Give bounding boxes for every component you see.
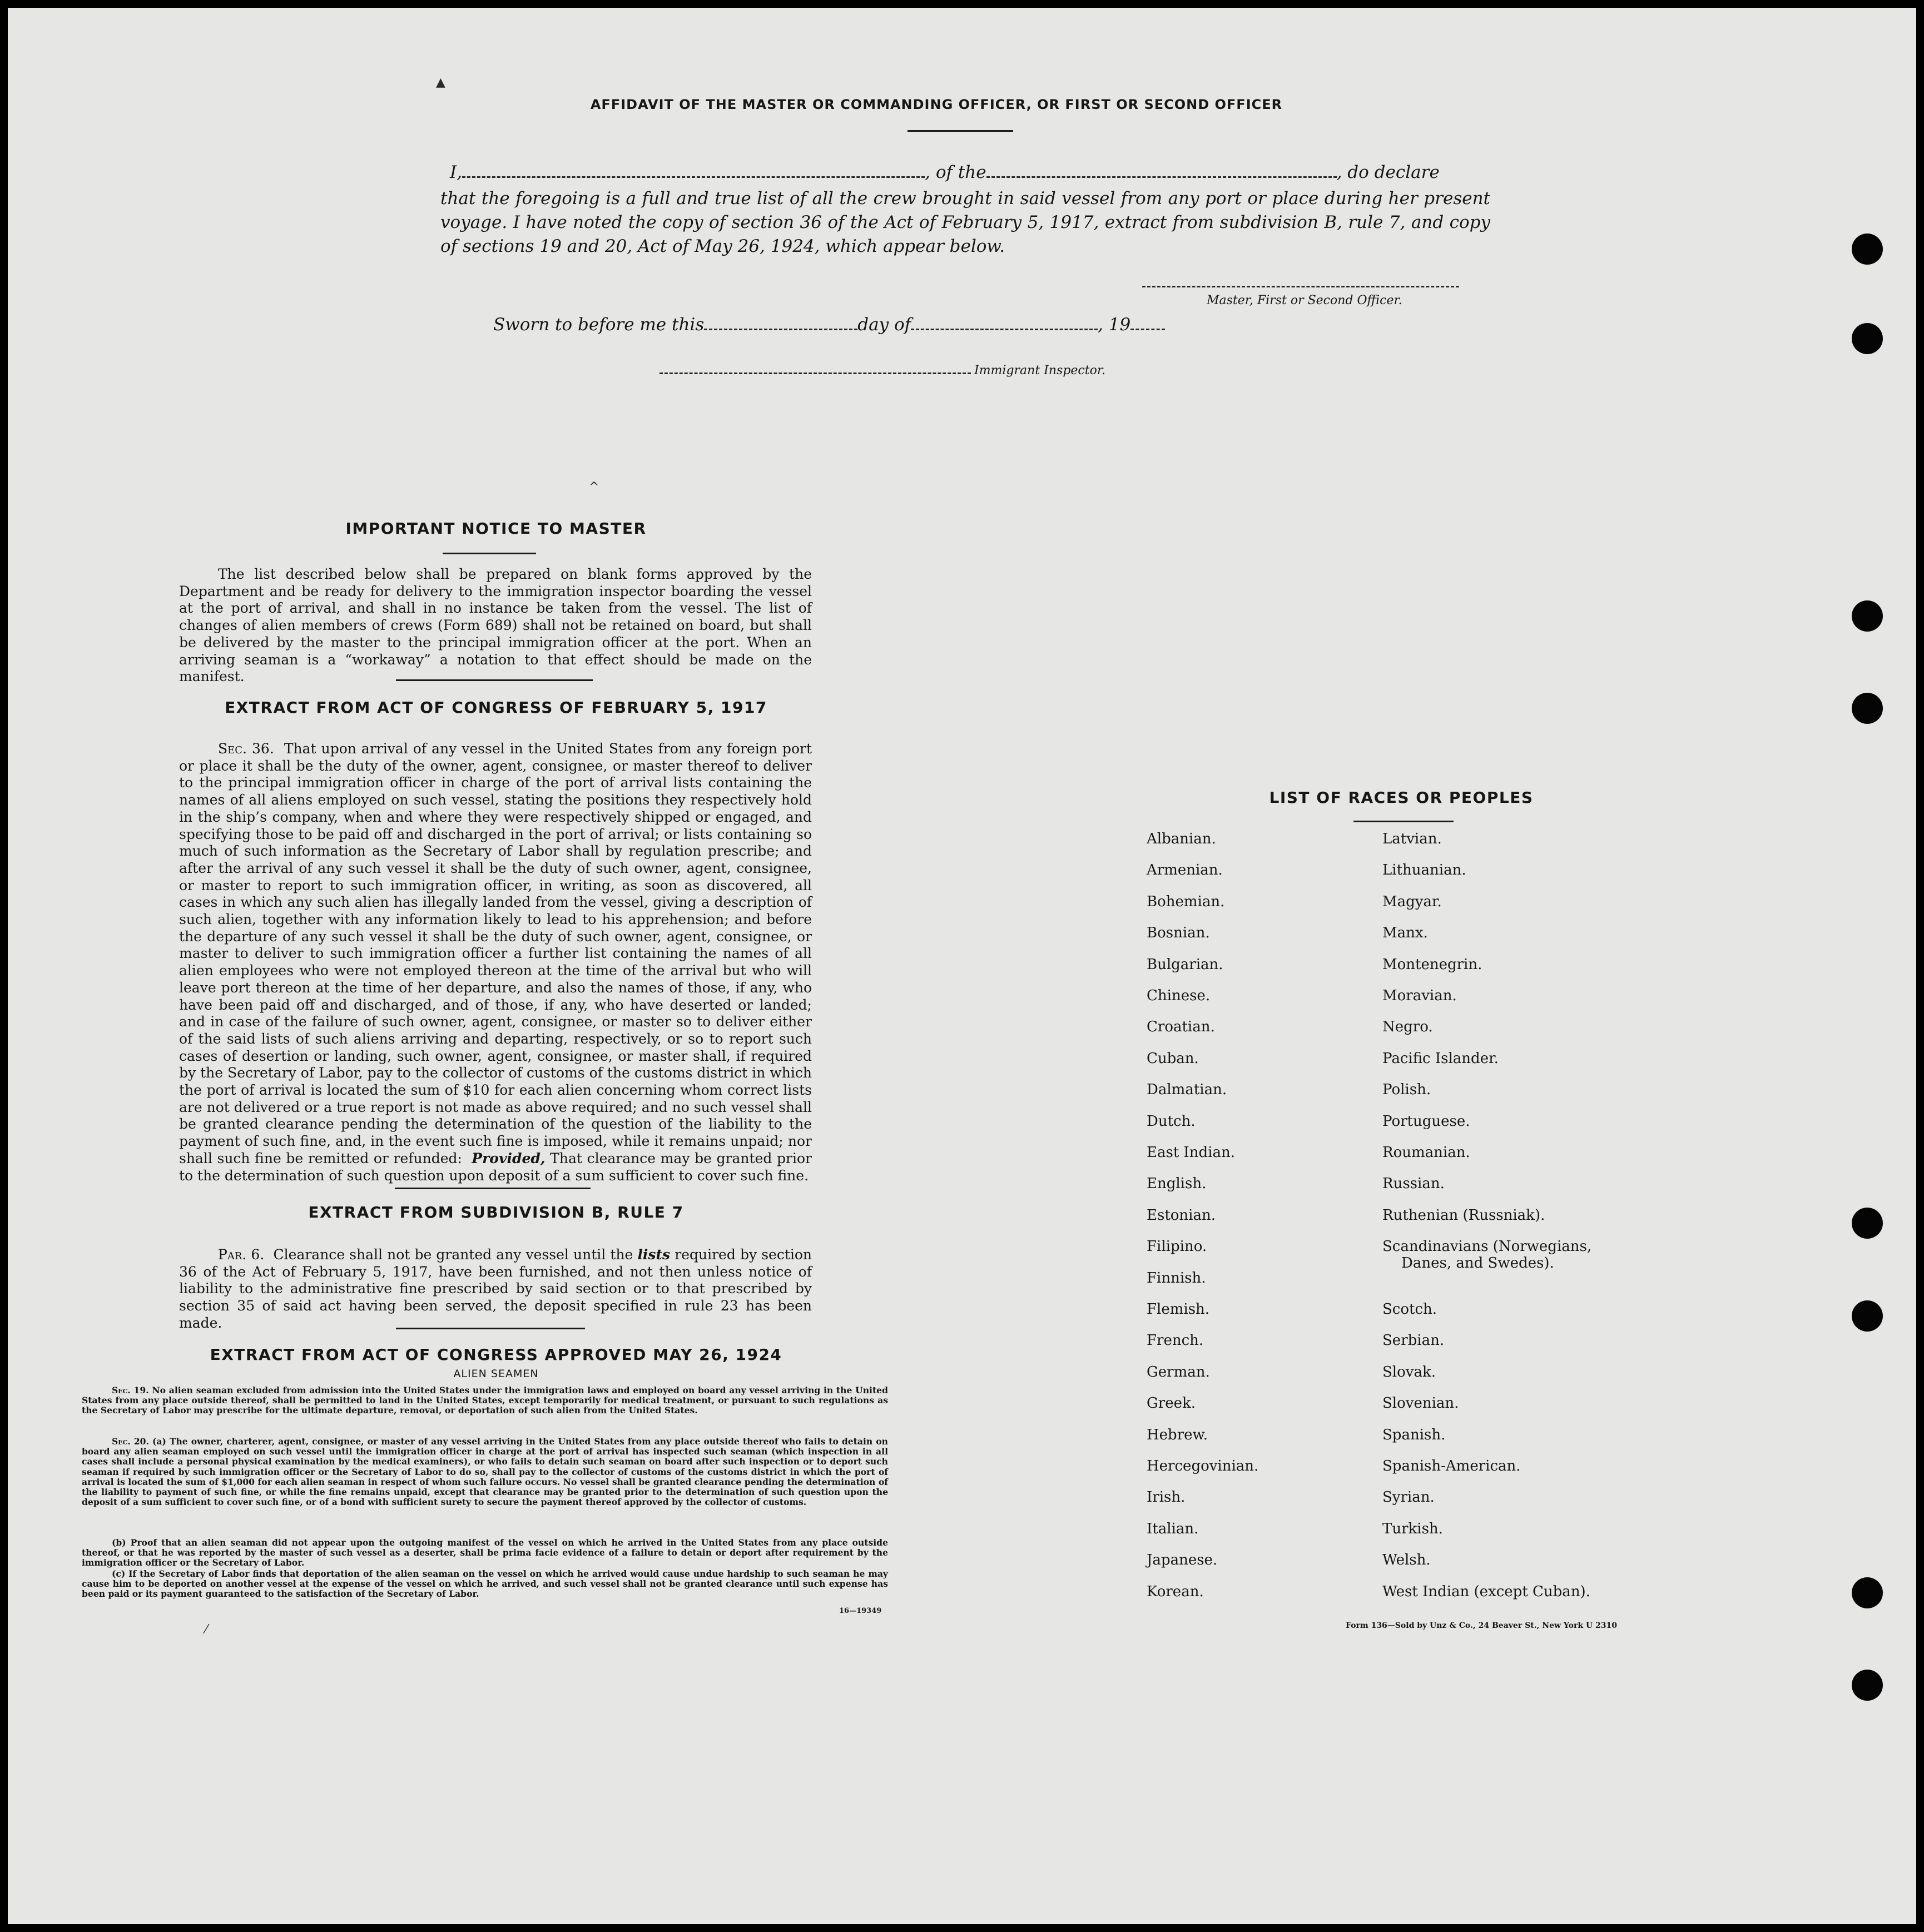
master-signature-caption: Master, First or Second Officer. [1207, 294, 1402, 307]
sec-20a-body [82, 1437, 888, 1507]
inspector-signature-line[interactable] [659, 373, 971, 374]
race-item: Croatian. [1147, 1019, 1215, 1036]
race-item: Moravian. [1382, 987, 1457, 1004]
race-item: Montenegrin. [1382, 956, 1482, 973]
punch-hole [1852, 693, 1883, 724]
sworn-line [493, 315, 1165, 335]
notice-title: IMPORTANT NOTICE TO MASTER [345, 519, 647, 538]
do-declare-label: , do declare [1336, 162, 1440, 182]
race-item: Bosnian. [1147, 925, 1210, 942]
sec-36-proviso: That clearance may be granted prior to the determination of such question upon deposit of a sum sufficient to cover such fine. [179, 1150, 812, 1184]
race-item: Finnish. [1147, 1269, 1206, 1287]
punch-hole [1852, 1577, 1883, 1608]
race-item: Bulgarian. [1147, 956, 1223, 973]
race-item: Japanese. [1147, 1552, 1218, 1569]
race-item: German. [1147, 1363, 1210, 1380]
race-item: Albanian. [1147, 831, 1216, 847]
race-item: Flemish. [1147, 1301, 1210, 1318]
race-item: Polish. [1382, 1081, 1431, 1099]
sec-20b-text: (b) Proof that an alien seaman did not appear upon the outgoing manifest of the vessel on which he arrived in the United States from any place outside thereof, or that he was reported by the master of such vessel as a deserter, shall be prima facie evidence of a failure to detain or deport after requirement by the immigration officer or the Secretary of Labor. [82, 1537, 888, 1568]
sworn-label: Sworn to before me this [493, 315, 705, 335]
punch-hole [1852, 323, 1883, 354]
race-item: Estonian. [1147, 1206, 1216, 1224]
race-item: Slovak. [1382, 1363, 1436, 1380]
race-item: English. [1147, 1175, 1207, 1193]
race-item: Magyar. [1382, 893, 1442, 910]
notice-text: The list described below shall be prepared on blank forms approved by the Department and be ready for delivery to the immigration inspector boarding the vessel at the port of arrival, and shall in no instance be taken from the vessel. The list of changes of alien members of crews (Form 689) shall not be retained on board, but shall be delivered by the master to the principal immigration officer at the port. When an arriving seaman is a “workaway” a notation to that effect should be made on the manifest. [179, 566, 812, 685]
race-item: French. [1147, 1332, 1204, 1349]
race-item: Roumanian. [1382, 1144, 1470, 1161]
race-item: Welsh. [1382, 1552, 1431, 1569]
day-field[interactable] [704, 315, 857, 330]
rule-7-title: EXTRACT FROM SUBDIVISION B, RULE 7 [308, 1203, 684, 1221]
race-item: Manx. [1382, 925, 1428, 942]
race-item: Spanish-American. [1382, 1458, 1521, 1474]
race-item: West Indian (except Cuban). [1382, 1583, 1590, 1600]
title-rule [908, 130, 1013, 132]
sec-20-label: Sec. 20. [112, 1436, 149, 1447]
name-field[interactable] [462, 163, 925, 178]
race-item: Negro. [1382, 1019, 1433, 1036]
race-item: Hercegovinian. [1147, 1458, 1259, 1474]
extract-1917-title: EXTRACT FROM ACT OF CONGRESS OF FEBRUARY 5, 1917 [225, 698, 767, 717]
sec-20c-body [82, 1569, 888, 1600]
form-sheet [8, 8, 1916, 1924]
notice-body [179, 566, 812, 686]
sec-36-label: Sec. 36. [218, 741, 274, 757]
lists-text: lists [637, 1246, 671, 1263]
race-item: Korean. [1147, 1583, 1204, 1600]
master-signature-line[interactable] [1142, 286, 1459, 287]
year-label: , 19 [1098, 315, 1131, 335]
race-item: Pacific Islander. [1382, 1050, 1499, 1067]
year-field[interactable] [1130, 315, 1165, 330]
punch-hole [1852, 600, 1883, 632]
punch-hole [1852, 1300, 1883, 1332]
extract-1924-title: EXTRACT FROM ACT OF CONGRESS APPROVED MAY 26, 1924 [210, 1345, 782, 1364]
par-6-text-b: required by section 36 of the Act of February 5, 1917, have been furnished, and not then unless notice of liability to the administrative fine prescribed by said section or to that prescribed by section 35 of said act having been served, the deposit specified in rule 23 has been made. [179, 1246, 812, 1331]
day-of-label: day of [857, 315, 911, 335]
month-field[interactable] [911, 315, 1098, 330]
sec-20c-text: (c) If the Secretary of Labor finds that deportation of the alien seaman on the vessel on which he arrived would cause undue hardship to such seaman he may cause him to be deported on another vessel at the expense of the vessel on which he arrived, and such vessel shall not be granted clearance until such expense has been paid or its payment guaranteed to the satisfaction of the Secretary of Labor. [82, 1568, 888, 1600]
notice-rule [443, 553, 536, 554]
race-item: Dutch. [1147, 1112, 1196, 1130]
sec-19-text: No alien seaman excluded from admission into the United States under the immigration laws and employed on board any vessel arriving in the United States from any place outside thereof, shall be permitted to land in the United States, except temporarily for medical treatment, or pursuant to such regulations as the Secretary of Labor may prescribe for the ultimate departure, removal, or deportation of such alien from the United States. [82, 1385, 888, 1416]
vessel-field[interactable] [986, 163, 1337, 178]
race-item: Ruthenian (Russniak). [1382, 1206, 1545, 1224]
race-item: Syrian. [1382, 1489, 1435, 1506]
of-the-label: , of the [925, 162, 986, 182]
sec-36-body [179, 741, 812, 1184]
race-item: Hebrew. [1147, 1426, 1208, 1443]
declaration-body: that the foregoing is a full and true list of all the crew brought in said vessel from any port or place during her present voyage. I have noted the copy of section 36 of the Act of February 5, 1917, extract from subdivision B, rule 7, and copy of sections 19 and 20, Act of May 26, 1924, which appear below. [440, 188, 1490, 256]
race-item: Irish. [1147, 1489, 1186, 1506]
section-divider [395, 1188, 591, 1189]
punch-hole [1852, 234, 1883, 265]
race-item: Russian. [1382, 1175, 1445, 1193]
race-item: Italian. [1147, 1520, 1199, 1537]
print-code: 16—19349 [839, 1607, 882, 1615]
races-rule [1353, 821, 1454, 822]
stray-mark: ⁄ [205, 1623, 207, 1637]
race-item: Turkish. [1382, 1520, 1443, 1537]
sec-36-text: That upon arrival of any vessel in the United States from any foreign port or place it shall be the duty of the owner, agent, consignee, or master thereof to deliver to the principal immigration officer in charge of the port of arrival lists containing the names of all aliens employed on such vessel, stating the positions they respectively hold in the ship’s company, when and where they were respectively shipped or engaged, and specifying those to be paid off and discharged in the port of arrival; or lists containing so much of such information as the Secretary of Labor shall by regulation prescribe; and after the arrival of any such vessel it shall be the duty of such owner, agent, consignee, or master to report to such immigration officer, in writing, as soon as discovered, all cases in which any such alien has illegally landed from the vessel, giving a description of such alien, together with any information likely to lead to his apprehension; and before the departure of any such vessel it shall be the duty of such owner, agent, consignee, or master to deliver to such immigration officer a further list containing the names of all alien employees who were not employed thereon at the time of the arrival but who will leave port thereon at the time of her departure, and also the names of those, if any, who have been paid off and discharged, and of those, if any, who have deserted or landed; and in case of the failure of such owner, agent, consignee, or master so to deliver either of the said lists of such aliens arriving and departing, respectively, or so to report such cases of desertion or landing, such owner, agent, consignee, or master shall, if required by the Secretary of Labor, pay to the collector of customs of the customs district in which the port of arrival is located the sum of $10 for each alien concerning whom correct lists are not delivered or a true report is not made as above required; and no such vessel shall be granted clearance pending the determination of the question of the liability to the payment of such fine, and, in the event such fine is imposed, while it remains unpaid; nor shall such fine be remitted or refunded: [179, 741, 812, 1166]
race-item: Chinese. [1147, 987, 1211, 1004]
race-item: Dalmatian. [1147, 1081, 1227, 1099]
race-item: Slovenian. [1382, 1395, 1459, 1412]
alien-seamen-subtitle: ALIEN SEAMEN [453, 1368, 539, 1380]
race-item: East Indian. [1147, 1144, 1236, 1161]
declaration-line [450, 162, 1440, 182]
race-item: Scotch. [1382, 1301, 1437, 1318]
stray-mark: ^ [589, 480, 599, 494]
par-6-label: Par. 6. [218, 1246, 265, 1263]
race-item: Serbian. [1382, 1332, 1445, 1349]
form-footer: Form 136—Sold by Unz & Co., 24 Beaver St., New York U 2310 [1346, 1621, 1618, 1630]
race-item: Lithuanian. [1382, 862, 1466, 879]
race-item: Filipino. [1147, 1238, 1207, 1255]
race-item: Greek. [1147, 1395, 1196, 1412]
races-title: LIST OF RACES OR PEOPLES [1269, 788, 1534, 807]
declarant-label: I, [450, 162, 463, 182]
sec-19-body [82, 1385, 888, 1416]
inspector-caption: Immigrant Inspector. [974, 364, 1105, 378]
punch-hole [1852, 1208, 1883, 1239]
race-item: Spanish. [1382, 1426, 1446, 1443]
race-item: Portuguese. [1382, 1112, 1470, 1130]
par-6-text-a: Clearance shall not be granted any vessel until the [273, 1246, 633, 1263]
section-divider [396, 1328, 585, 1329]
race-item: Bohemian. [1147, 893, 1225, 910]
stray-mark: ▲ [436, 76, 445, 90]
provided-text: Provided, [472, 1150, 546, 1166]
race-item: Armenian. [1147, 862, 1223, 879]
race-item: Latvian. [1382, 831, 1442, 847]
race-item: Scandinavians (Norwegians, Danes, and Swedes). [1382, 1238, 1592, 1272]
sec-20b-body [82, 1538, 888, 1568]
sec-20a-text: (a) The owner, charterer, agent, consignee, or master of any vessel arriving in the United States from any place outside thereof who fails to detain on board any alien seaman employed on such vessel until the immigration officer in charge at the port of arrival has inspected such seaman (which inspection in all cases shall include a personal physical examination by the medical examiners), or who fails to detain such seaman on board after such inspection or to deport such seaman if required by such immigration officer or the Secretary of Labor to do so, shall pay to the collector of customs of the customs district in which the port of arrival is located the sum of $1,000 for each alien seaman in respect of whom such failure occurs. No vessel shall be granted clearance pending the determination of the liability to payment of such fine, or while the fine remains unpaid, except that clearance may be granted prior to the determination of such question upon the deposit of a sum sufficient to cover such fine, or of a bond with sufficient surety to secure the payment thereof approved by the collector of customs. [82, 1436, 888, 1508]
par-6-body [179, 1246, 812, 1332]
punch-hole [1852, 1670, 1883, 1701]
affidavit-title: AFFIDAVIT OF THE MASTER OR COMMANDING OFFICER, OR FIRST OR SECOND OFFICER [590, 97, 1283, 112]
sec-19-label: Sec. 19. [112, 1385, 149, 1395]
section-divider [396, 679, 593, 681]
race-item: Cuban. [1147, 1050, 1199, 1067]
